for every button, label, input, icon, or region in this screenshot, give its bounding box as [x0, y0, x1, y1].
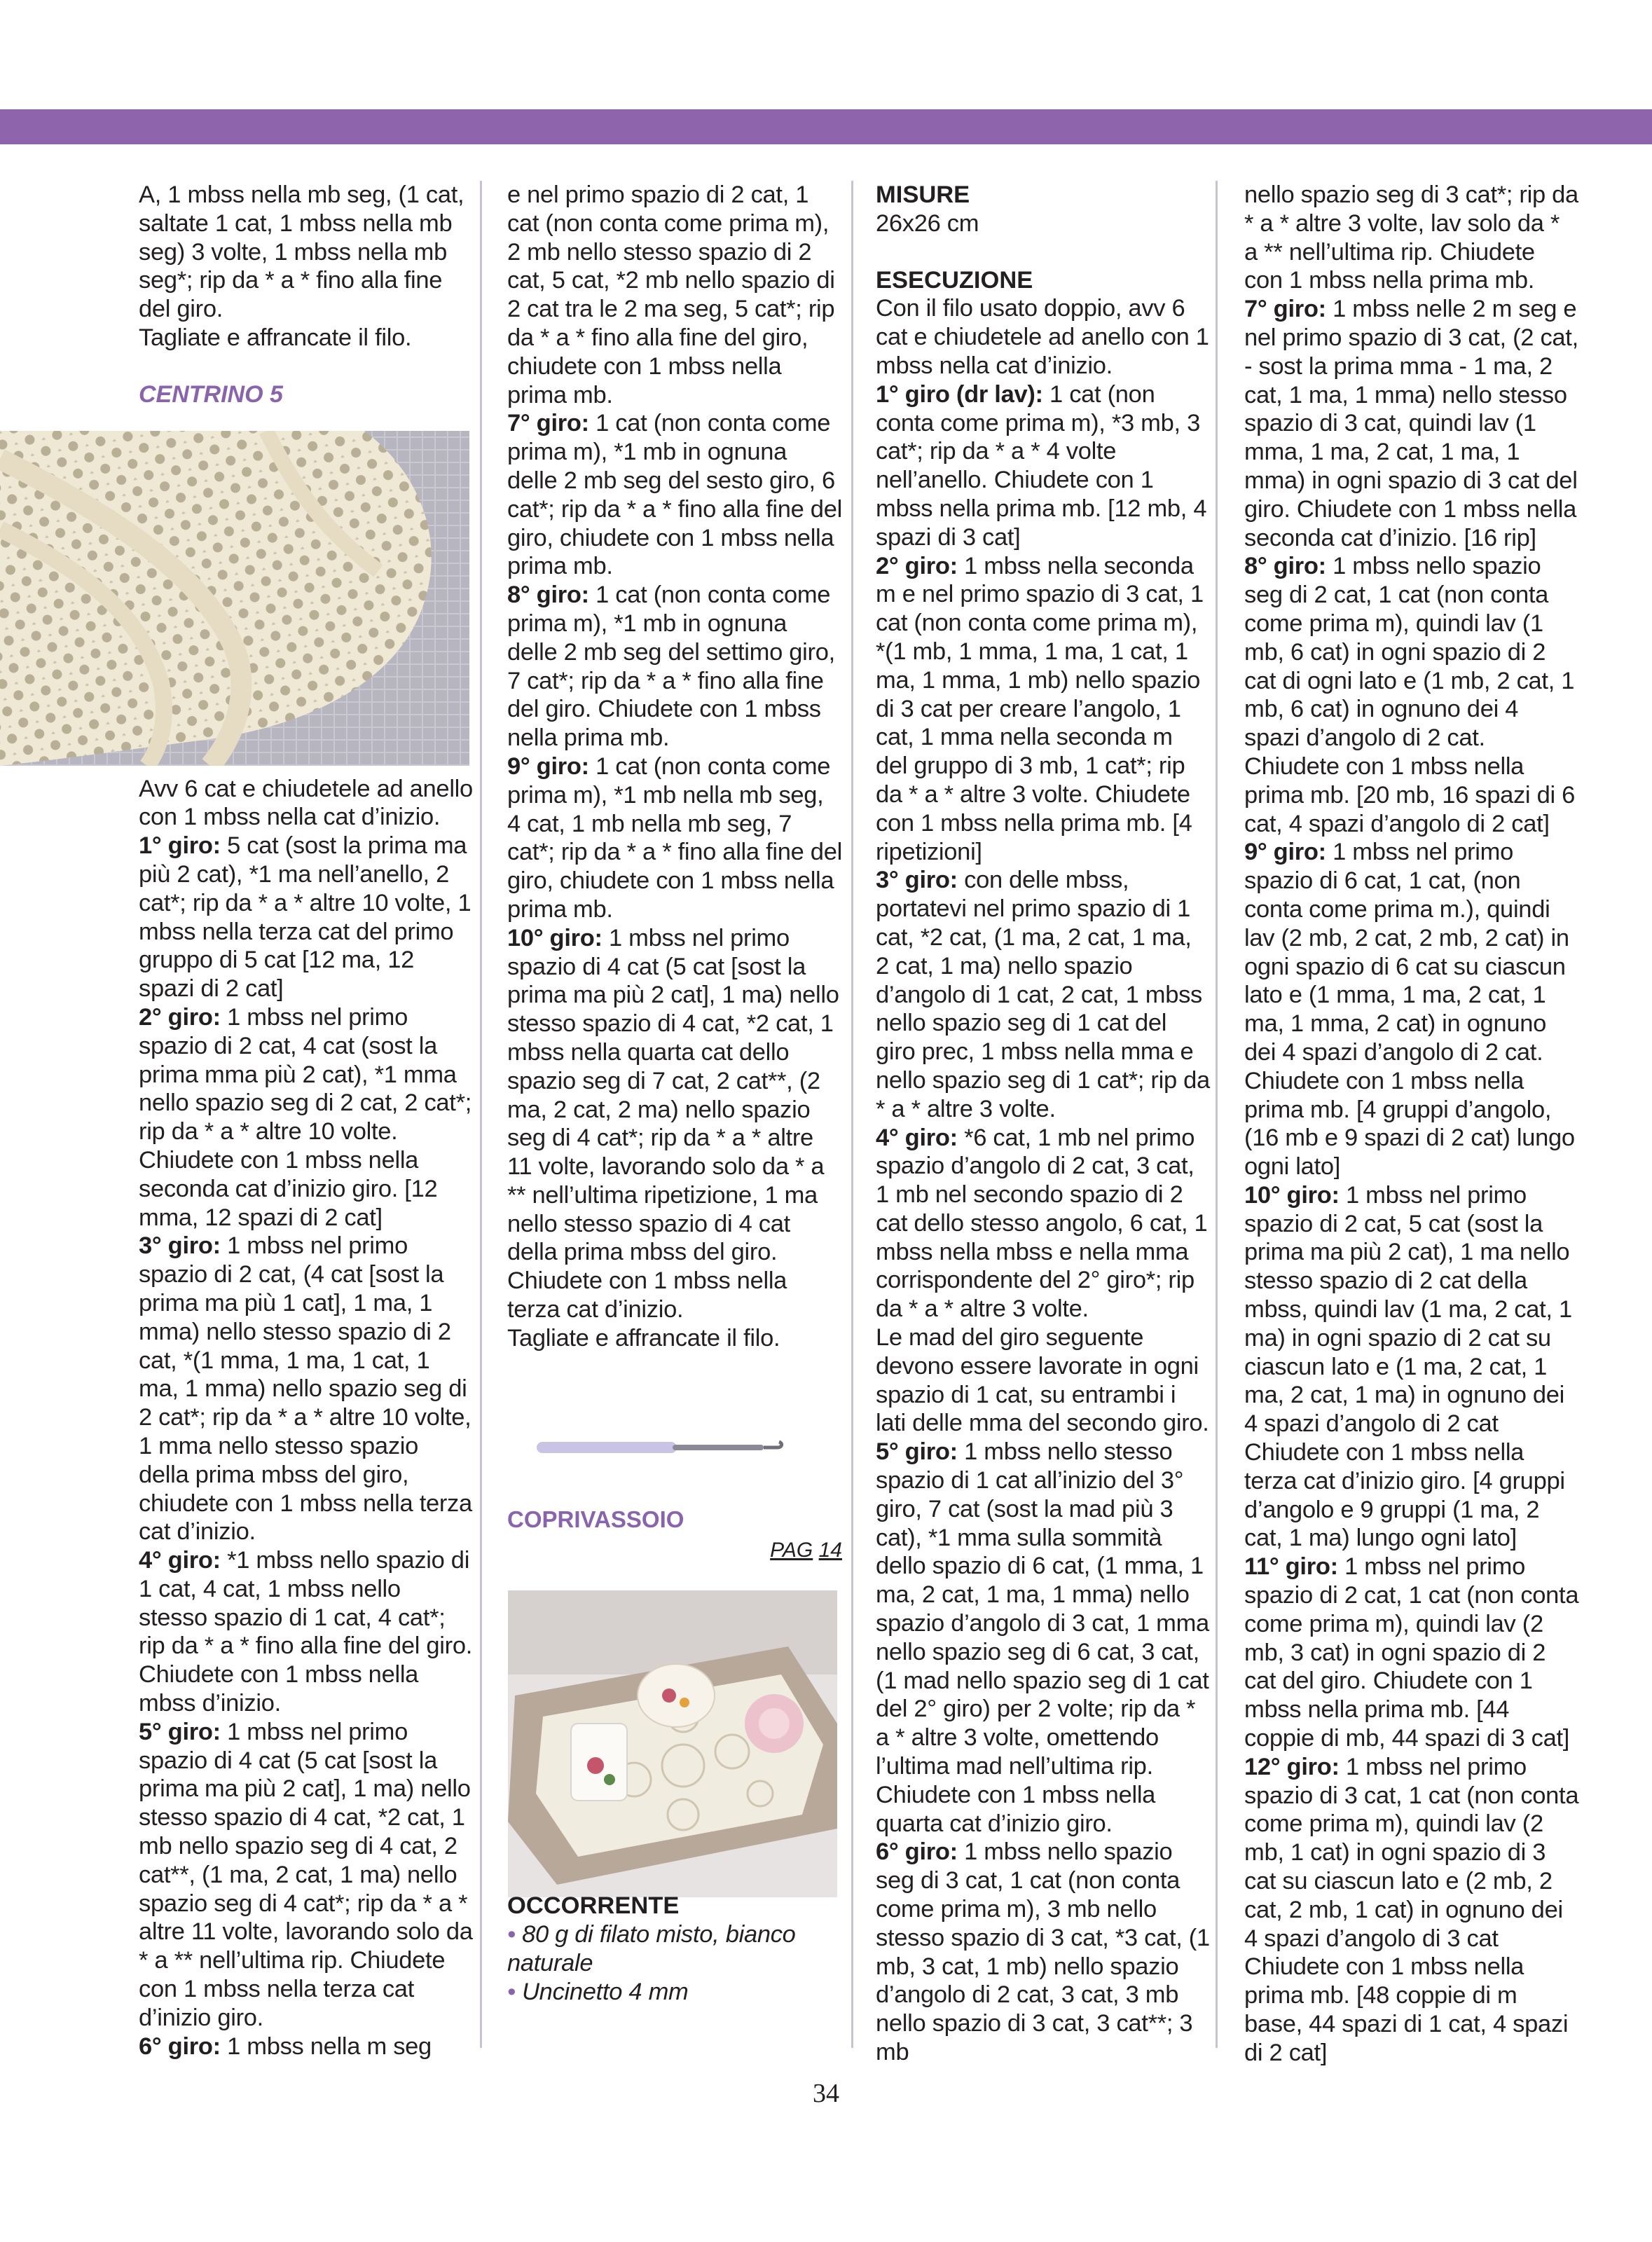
list-item: [507, 1920, 842, 1978]
round-label: 12° giro:: [1244, 1753, 1340, 1780]
round-text: 1 mbss nel primo spazio di 2 cat, 5 cat (sost la prima ma più 2 cat), 1 ma nello stesso spazio di 2 cat della mbss, quindi lav (1 ma, 2 cat, 1 ma) in ogni spazio di 2 cat su ciascun lato e (1 ma, 2 cat, 1 ma, 2 cat, 1 ma) in ognuno dei 4 spazi d’angolo di 2 cat Chiudete con 1 mbss nella terza cat d’inizio giro. [4 gruppi d’angolo e 9 gruppi (1 ma, 2 cat, 1 ma) lungo ogni lato]: [1244, 1181, 1572, 1552]
round-text: *1 mbss nello spazio di 1 cat, 4 cat, 1 mbss nello stesso spazio di 1 cat, 4 cat*; rip da * a * fino alla fine del giro. Chiudete con 1 mbss nella mbss d’inizio.: [139, 1547, 473, 1717]
round-instruction: [1244, 1553, 1579, 1753]
round-label: 4° giro:: [139, 1547, 221, 1574]
round-text: 1 mbss nella seconda m e nel primo spazio di 3 cat, 1 cat (non conta come prima m), *(1 mb, 1 mma, 1 ma, 1 cat, 1 ma, 1 mma, 1 mb) nello spazio di 3 cat per creare l’angolo, 1 cat, 1 mma nella seconda m del gruppo di 3 mb, 1 cat*; rip da * a * altre 3 volte. Chiudete con 1 mbss nella prima mb. [4 ripetizioni]: [876, 552, 1204, 865]
column-3: [876, 181, 1211, 2067]
round-instruction: [876, 1838, 1211, 2066]
list-item-text: Uncinetto 4 mm: [515, 1978, 689, 2005]
round-instruction: [507, 409, 842, 581]
round-label: 6° giro:: [876, 1838, 958, 1866]
round-label: 7° giro:: [1244, 296, 1326, 323]
section-title: COPRIVASSOIO: [507, 1506, 684, 1532]
round-instruction: [139, 1546, 474, 1718]
paragraph: 26x26 cm: [876, 209, 979, 237]
round-text: con delle mbss, portatevi nel primo spazio di 1 cat, *2 cat, (1 ma, 2 cat, 1 ma, 2 cat, 1 ma) nello spazio d’angolo di 1 cat, 2 cat, 1 mbss nello spazio seg di 1 cat del giro prec, 1 mbss nella mma e nello spazio seg di 1 cat*; rip da * a * altre 3 volte.: [876, 867, 1210, 1122]
round-instruction: [139, 1003, 474, 1232]
page-reference-number: 14: [818, 1539, 842, 1562]
round-label: 9° giro:: [1244, 839, 1326, 866]
column-1: [139, 181, 474, 2061]
round-text: 1 cat (non conta come prima m), *1 mb in ognuna delle 2 mb seg del settimo giro, 7 cat*; rip da * a * fino alla fine del giro. Chiudete con 1 mbss nella prima mb.: [507, 582, 835, 752]
bullet-icon: •: [507, 1978, 516, 2005]
round-instruction: [876, 866, 1211, 1123]
round-instruction: [1244, 295, 1579, 552]
column-4: [1244, 181, 1579, 2068]
round-instruction: [139, 832, 474, 1003]
list-item: [507, 1978, 842, 2007]
round-text: 1 mbss nel primo spazio di 4 cat (5 cat [sost la prima ma più 2 cat], 1 ma) nello stesso spazio di 4 cat, *2 cat, 1 mbss nella quarta cat dello spazio seg di 7 cat, 2 cat**, (2 ma, 2 cat, 2 ma) nello spazio seg di 4 cat*; rip da * a * altre 11 volte, lavorando solo da * a ** nell’ultima ripetizione, 1 ma nello stesso spazio di 4 cat della prima mbss del giro. Chiudete con 1 mbss nella terza cat d’inizio.: [507, 924, 839, 1323]
paragraph: e nel primo spazio di 2 cat, 1 cat (non conta come prima m), 2 mb nello stesso spazio di 2 cat, 5 cat, *2 mb nello spazio di 2 cat tra le 2 ma seg, 5 cat*; rip da * a * fino alla fine del giro, chiudete con 1 mbss nella prima mb.: [507, 181, 835, 408]
bullet-icon: •: [507, 1921, 516, 1948]
round-label: 5° giro:: [876, 1438, 958, 1466]
round-text: 1 mbss nel primo spazio di 2 cat, 1 cat (non conta come prima m), quindi lav (2 mb, 3 cat) in ogni spazio di 2 cat del giro. Chiudete con 1 mbss nella prima mb. [44 coppie di mb, 44 spazi di 3 cat]: [1244, 1553, 1579, 1752]
section-heading: MISURE: [876, 181, 970, 208]
section-heading: OCCORRENTE: [507, 1892, 680, 1920]
round-label: 10° giro:: [1244, 1181, 1340, 1209]
round-instruction: [876, 552, 1211, 867]
round-instruction: [876, 380, 1211, 552]
round-text: 1 mbss nel primo spazio di 2 cat, (4 cat [sost la prima ma più 1 cat], 1 ma, 1 mma) nello stesso spazio di 2 cat, *(1 mma, 1 ma, 1 cat, 1 ma, 1 mma) nello spazio seg di 2 cat*; rip da * a * altre 10 volte, 1 mma nello stesso spazio della prima mbss del giro, chiudete con 1 mbss nella terza cat d’inizio.: [139, 1232, 472, 1546]
round-text: 1 cat (non conta come prima m), *1 mb in ognuna delle 2 mb seg del sesto giro, 6 cat*; rip da * a * fino alla fine del giro, chiudete con 1 mbss nella prima mb.: [507, 410, 842, 580]
round-text: 1 mbss nella m seg: [220, 2033, 432, 2060]
round-text: 1 mbss nello stesso spazio di 1 cat all’inizio del 3° giro, 7 cat (sost la mad più 3 cat), *1 mma sulla sommità dello spazio di 6 cat, (1 mma, 1 ma, 2 cat, 1 ma, 1 mma) nello spazio d’angolo di 3 cat, 1 mma nello spazio seg di 6 cat, 3 cat, (1 mad nello spazio seg di 1 cat del 2° giro) per 2 volte; rip da * a * altre 3 volte, omettendo l’ultima mad nell’ultima rip. Chiudete con 1 mbss nella quarta cat d’inizio giro.: [876, 1438, 1209, 1837]
round-instruction: [1244, 552, 1579, 838]
round-text: 1 mbss nel primo spazio di 2 cat, 4 cat (sost la prima mma più 2 cat), *1 mma nello spazio seg di 2 cat, 2 cat*; rip da * a * altre 10 volte. Chiudete con 1 mbss nella seconda cat d’inizio giro. [12 mma, 12 spazi di 2 cat]: [139, 1003, 472, 1231]
column-rule: [480, 181, 482, 2048]
paragraph: Con il filo usato doppio, avv 6 cat e chiudetele ad anello con 1 mbss nella cat d’inizio.: [876, 295, 1209, 379]
round-text: 1 cat (non conta come prima m), *3 mb, 3 cat*; rip da * a * 4 volte nell’anello. Chiudete con 1 mbss nella prima mb. [12 mb, 4 spazi di 3 cat]: [876, 380, 1207, 551]
paragraph: Avv 6 cat e chiudetele ad anello con 1 mbss nella cat d’inizio.: [139, 775, 473, 831]
round-label: 6° giro:: [139, 2033, 221, 2060]
page-reference: [507, 1536, 842, 1565]
page-number: 34: [813, 2079, 839, 2108]
round-text: 1 mbss nello spazio seg di 3 cat, 1 cat (non conta come prima m), 3 mb nello stesso spazio di 3 cat, *3 cat, (1 mb, 3 cat, 1 mb) nello spazio d’angolo di 2 cat, 3 cat, 3 mb nello spazio di 3 cat, 3 cat**; 3 mb: [876, 1838, 1210, 2065]
column-rule: [851, 181, 853, 2048]
round-label: 8° giro:: [1244, 553, 1326, 580]
header-band: [0, 109, 1652, 144]
round-instruction: [1244, 1753, 1579, 2068]
paragraph: nello spazio seg di 3 cat*; rip da * a * altre 3 volte, lav solo da * a ** nell’ultima rip. Chiudete con 1 mbss nella prima mb.: [1244, 181, 1578, 294]
round-label: 3° giro:: [876, 867, 958, 894]
section-heading: ESECUZIONE: [876, 266, 1033, 294]
round-label: 10° giro:: [507, 924, 603, 951]
round-text: 1 mbss nel primo spazio di 3 cat, 1 cat (non conta come prima m), quindi lav (2 mb, 1 cat) in ogni spazio di 3 cat su ciascun lato e (2 mb, 2 cat, 2 mb, 1 cat) in ognuno dei 4 spazi d’angolo di 3 cat Chiudete con 1 mbss nella prima mb. [48 coppie di m base, 44 spazi di 1 cat, 4 spazi di 2 cat]: [1244, 1753, 1579, 2066]
round-instruction: [876, 1124, 1211, 1324]
round-label: 5° giro:: [139, 1718, 221, 1745]
round-label: 4° giro:: [876, 1124, 958, 1151]
paragraph: Le mad del giro seguente devono essere lavorate in ogni spazio di 1 cat, su entrambi i lati delle mma del secondo giro.: [876, 1324, 1209, 1437]
round-label: 1° giro (dr lav):: [876, 380, 1043, 408]
round-label: 9° giro:: [507, 752, 589, 780]
round-text: 5 cat (sost la prima ma più 2 cat), *1 ma nell’anello, 2 cat*; rip da * a * altre 10 volte, 1 mbss nella terza cat del primo gruppo di 5 cat [12 ma, 12 spazi di 2 cat]: [139, 832, 471, 1003]
round-instruction: [139, 1718, 474, 2033]
round-instruction: [876, 1438, 1211, 1838]
round-text: 1 mbss nel primo spazio di 6 cat, 1 cat, (non conta come prima m.), quindi lav (2 mb, 2 cat, 2 mb, 2 cat) in ogni spazio di 6 cat su ciascun lato e (1 mma, 1 ma, 2 cat, 1 ma, 1 mma, 2 cat) in ognuno dei 4 spazi d’angolo di 2 cat. Chiudete con 1 mbss nella prima mb. [4 gruppi d’angolo, (16 mb e 9 spazi di 2 cat) lungo ogni lato]: [1244, 839, 1575, 1181]
round-text: 1 mbss nello spazio seg di 2 cat, 1 cat (non conta come prima m), quindi lav (1 mb, 6 cat) in ogni spazio di 2 cat di ogni lato e (1 mb, 2 cat, 1 mb, 6 cat) in ognuno dei 4 spazi d’angolo di 2 cat. Chiudete con 1 mbss nella prima mb. [20 mb, 16 spazi di 6 cat, 4 spazi d’angolo di 2 cat]: [1244, 553, 1575, 837]
page-reference-label: PAG: [770, 1539, 813, 1562]
round-instruction: [139, 2033, 474, 2061]
round-label: 3° giro:: [139, 1232, 221, 1260]
round-instruction: [507, 581, 842, 752]
round-instruction: [1244, 1181, 1579, 1553]
round-text: 1 mbss nel primo spazio di 4 cat (5 cat [sost la prima ma più 2 cat], 1 ma) nello stesso spazio di 4 cat, *2 cat, 1 mb nello spazio seg di 4 cat, 2 cat**, (1 ma, 2 cat, 1 ma) nello spazio seg di 4 cat*; rip da * a * altre 11 volte, lavorando solo da * a ** nell’ultima rip. Chiudete con 1 mbss nella terza cat d’inizio giro.: [139, 1718, 473, 2031]
round-label: 1° giro:: [139, 832, 221, 860]
column-2: [507, 181, 842, 2006]
round-label: 2° giro:: [876, 552, 958, 579]
round-label: 8° giro:: [507, 582, 589, 609]
round-label: 7° giro:: [507, 410, 589, 437]
round-instruction: [507, 752, 842, 924]
round-label: 11° giro:: [1244, 1553, 1338, 1581]
round-label: 2° giro:: [139, 1003, 221, 1031]
round-instruction: [1244, 838, 1579, 1181]
round-text: 1 cat (non conta come prima m), *1 mb nella mb seg, 4 cat, 1 mb nella mb seg, 7 cat*; rip da * a * fino alla fine del giro, chiudete con 1 mbss nella prima mb.: [507, 752, 842, 923]
round-instruction: [139, 1232, 474, 1546]
paragraph: Tagliate e affrancate il filo.: [507, 1324, 780, 1352]
round-instruction: [507, 924, 842, 1324]
list-item-text: 80 g di filato misto, bianco naturale: [507, 1921, 796, 1976]
paragraph: Tagliate e affrancate il filo.: [139, 324, 412, 351]
section-title: CENTRINO 5: [139, 380, 283, 408]
column-rule: [1216, 181, 1218, 2048]
round-text: 1 mbss nelle 2 m seg e nel primo spazio di 3 cat, (2 cat, - sost la prima mma - 1 ma, 2 cat, 1 ma, 1 mma) nello stesso spazio di 3 cat, quindi lav (1 mma, 1 ma, 2 cat, 1 ma, 1 mma) in ogni spazio di 3 cat del giro. Chiudete con 1 mbss nella seconda cat d’inizio. [16 rip]: [1244, 296, 1578, 551]
round-text: *6 cat, 1 mb nel primo spazio d’angolo di 2 cat, 3 cat, 1 mb nel secondo spazio di 2 cat dello stesso angolo, 6 cat, 1 mbss nella mbss e nella mma corrispondente del 2° giro*; rip da * a * altre 3 volte.: [876, 1124, 1208, 1323]
paragraph: A, 1 mbss nella mb seg, (1 cat, saltate 1 cat, 1 mbss nella mb seg) 3 volte, 1 mbss nella mb seg*; rip da * a * fino alla fine del giro.: [139, 181, 464, 323]
